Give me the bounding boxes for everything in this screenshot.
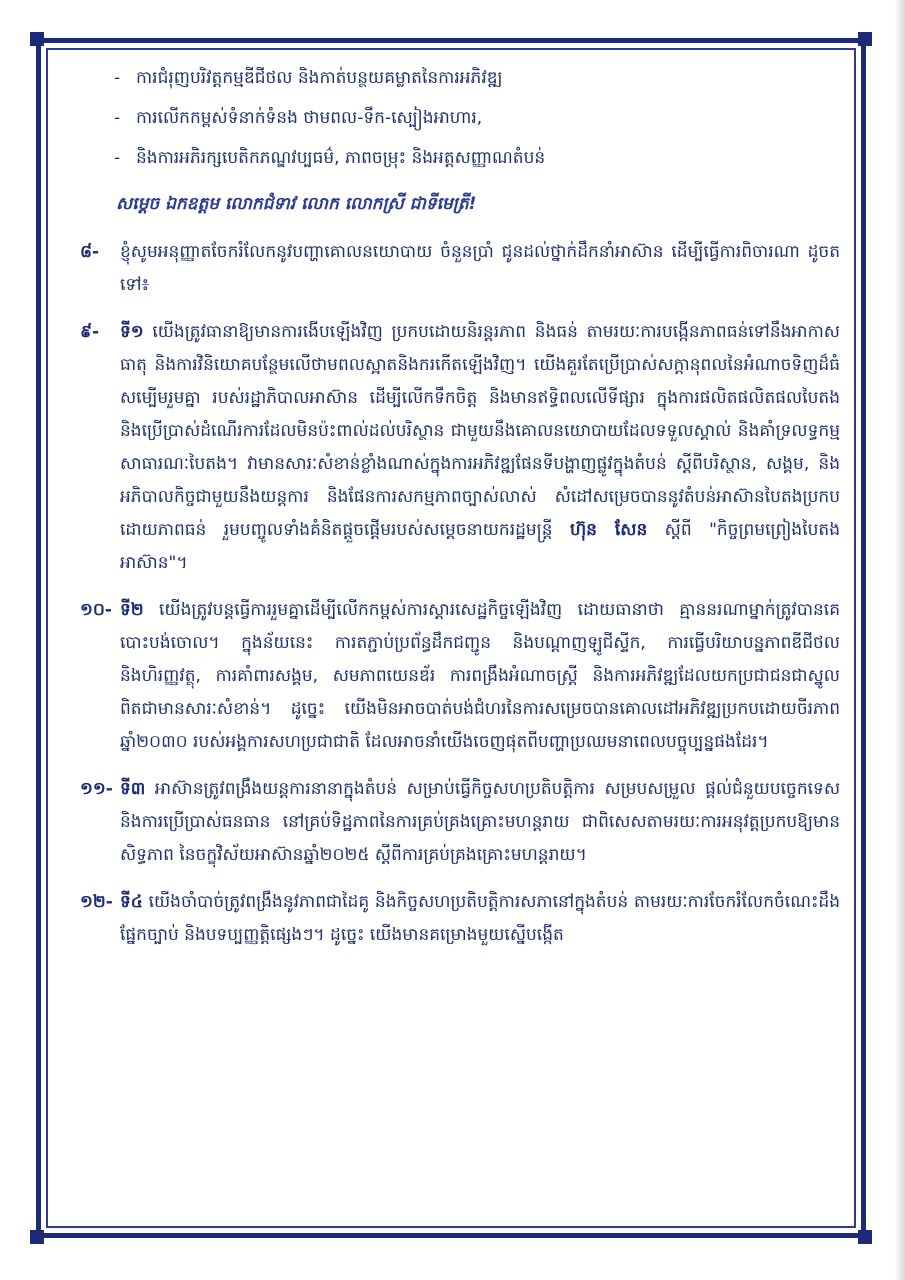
- border-corner-ornament: [30, 1230, 44, 1244]
- bullet-item: - ការលើកកម្ពស់ទំនាក់ទំនង ថាមពល-ទឹក-ស្បៀងអាហារ,: [110, 98, 840, 138]
- bullet-item: - ការជំរុញបរិវត្តកម្មឌីជីថល និងកាត់បន្ថយគម្លាតនៃការអភិវឌ្ឍ: [110, 58, 840, 98]
- paragraph-lead: ទី៤: [120, 892, 143, 912]
- paragraph-text: ខ្ញុំសូមអនុញ្ញាតចែករំលែកនូវបញ្ហាគោលនយោបាយ ចំនួនប្រាំ ជូនដល់ថ្នាក់ដឹកនាំអាស៊ាន ដើម្បីធ្វើការពិចារណា ដូចតទៅ៖: [120, 242, 840, 295]
- paragraph-tail: ស្តីពី "កិច្ចព្រមព្រៀងបៃតងអាស៊ាន"។: [120, 520, 840, 573]
- border-corner-ornament: [858, 32, 872, 46]
- paragraph-number: ៩-: [80, 322, 100, 342]
- bullet-item: - និងការអភិរក្សបេតិកភណ្ឌវប្បធម៌, ភាពចម្រុះ និងអត្តសញ្ញាណតំបន់: [110, 138, 840, 178]
- paragraph-number: ១០-: [80, 600, 112, 620]
- paragraph-8: [80, 236, 840, 302]
- paragraph-lead: ទី២: [120, 600, 144, 620]
- person-name: ហ៊ុន សែន: [569, 520, 648, 540]
- paragraph-number: ៨-: [80, 242, 100, 262]
- document-body: [80, 58, 840, 966]
- paragraph-number: ១២-: [80, 892, 113, 912]
- paragraph-10: [80, 594, 840, 759]
- salutation: សម្តេច ឯកឧត្តម លោកជំទាវ លោក លោកស្រី ជាទីមេត្រី!: [116, 194, 477, 214]
- paragraph-9: [80, 316, 840, 580]
- paragraph-text: អាស៊ានត្រូវពង្រឹងយន្តការនានាក្នុងតំបន់ សម្រាប់ធ្វើកិច្ចសហប្រតិបត្តិការ សម្របសម្រួល ផ្តល់ជំនួយបច្ចេកទេស និងការប្រើប្រាស់ធនធាន នៅគ្រប់ទិដ្ឋភាពនៃការគ្រប់គ្រងគ្រោះមហន្តរាយ ជាពិសេសតាមរយៈការអនុវត្តប្រកបឱ្យមានសិទ្ធភាព នៃចក្ខុវិស័យអាស៊ានឆ្នាំ២០២៥ ស្តីពីការគ្រប់គ្រងគ្រោះមហន្តរាយ។: [120, 779, 840, 865]
- paragraph-text: យើងត្រូវបន្តធ្វើការរួមគ្នាដើម្បីលើកកម្ពស់ការស្តារសេដ្ឋកិច្ចឡើងវិញ ដោយធានាថា គ្មាននរណាម្នាក់ត្រូវបានគេបោះបង់ចោល។ ក្នុងន័យនេះ ការតភ្ជាប់ប្រព័ន្ធដឹកជញ្ជូន និងបណ្តាញឡូជីស្ទីក, ការធ្វើបរិយាបន្នភាពឌីជីថល និងហិរញ្ញវត្ថុ, ការគាំពារសង្គម, សមភាពយេនឌ័រ ការពង្រឹងអំណាចស្ត្រី និងការអភិវឌ្ឍដែលយកប្រជាជនជាស្នូល ពិតជាមានសារៈសំខាន់។ ដូច្នេះ យើងមិនអាចបាត់បង់ជំហរនៃការសម្រេចបានគោលដៅអភិវឌ្ឍប្រកបដោយចីរភាពឆ្នាំ២០៣០ របស់អង្គការសហប្រជាជាតិ ដែលអាចនាំយើងចេញផុតពីបញ្ហាប្រឈមនាពេលបច្ចុប្បន្នផងដែរ។: [120, 600, 840, 752]
- border-corner-ornament: [30, 32, 44, 46]
- paragraph-11: [80, 773, 840, 872]
- paragraph-text: យើងត្រូវធានាឱ្យមានការងើបឡើងវិញ ប្រកបដោយនិរន្តរភាព និងធន់ តាមរយៈការបង្កើនភាពធន់ទៅនឹងអាកាសធាតុ និងការវិនិយោគបន្ថែមលើថាមពលស្អាតនិងករកើតឡើងវិញ។ យើងគួរតែប្រើប្រាស់សក្តានុពលនៃអំណាចទិញដ៏ធំសម្បើមរួមគ្នា របស់រដ្ឋាភិបាលអាស៊ាន ដើម្បីលើកទឹកចិត្ត និងមានឥទ្ធិពលលើទីផ្សារ ក្នុងការផលិតផលិតផលបៃតង និងប្រើប្រាស់ដំណើរការដែលមិនប៉ះពាល់ដល់បរិស្ថាន ជាមួយនឹងគោលនយោបាយដែលទទួលស្គាល់ និងគាំទ្រលទ្ធកម្មសាធារណៈបៃតង។ វាមានសារៈសំខាន់ខ្លាំងណាស់ក្នុងការអភិវឌ្ឍផែនទីបង្ហាញផ្លូវក្នុងតំបន់ ស្តីពីបរិស្ថាន, សង្គម, និងអភិបាលកិច្ចជាមួយនឹងយន្តការ និងផែនការសកម្មភាពច្បាស់លាស់ សំដៅសម្រេចបាននូវតំបន់អាស៊ានបៃតងប្រកបដោយភាពធន់ រួមបញ្ចូលទាំងគំនិតផ្តួចផ្តើមរបស់សម្តេចនាយករដ្ឋមន្ត្រី: [120, 322, 840, 540]
- bullet-list: [110, 58, 840, 178]
- paragraph-text: យើងចាំបាច់ត្រូវពង្រឹងនូវភាពជាដៃគូ និងកិច្ចសហប្រតិបត្តិការសភានៅក្នុងតំបន់ តាមរយៈការចែករំលែកចំណេះដឹងផ្នែកច្បាប់ និងបទប្បញ្ញត្តិផ្សេងៗ។ ដូច្នេះ យើងមានគម្រោងមួយស្នើបង្កើត: [120, 892, 840, 945]
- paragraph-12: [80, 886, 840, 952]
- border-corner-ornament: [858, 1230, 872, 1244]
- page-edge-shadow: [895, 0, 905, 1280]
- paragraph-lead: ទី៣: [120, 779, 146, 799]
- paragraph-number: ១១-: [80, 779, 113, 799]
- paragraph-lead: ទី១: [120, 322, 144, 342]
